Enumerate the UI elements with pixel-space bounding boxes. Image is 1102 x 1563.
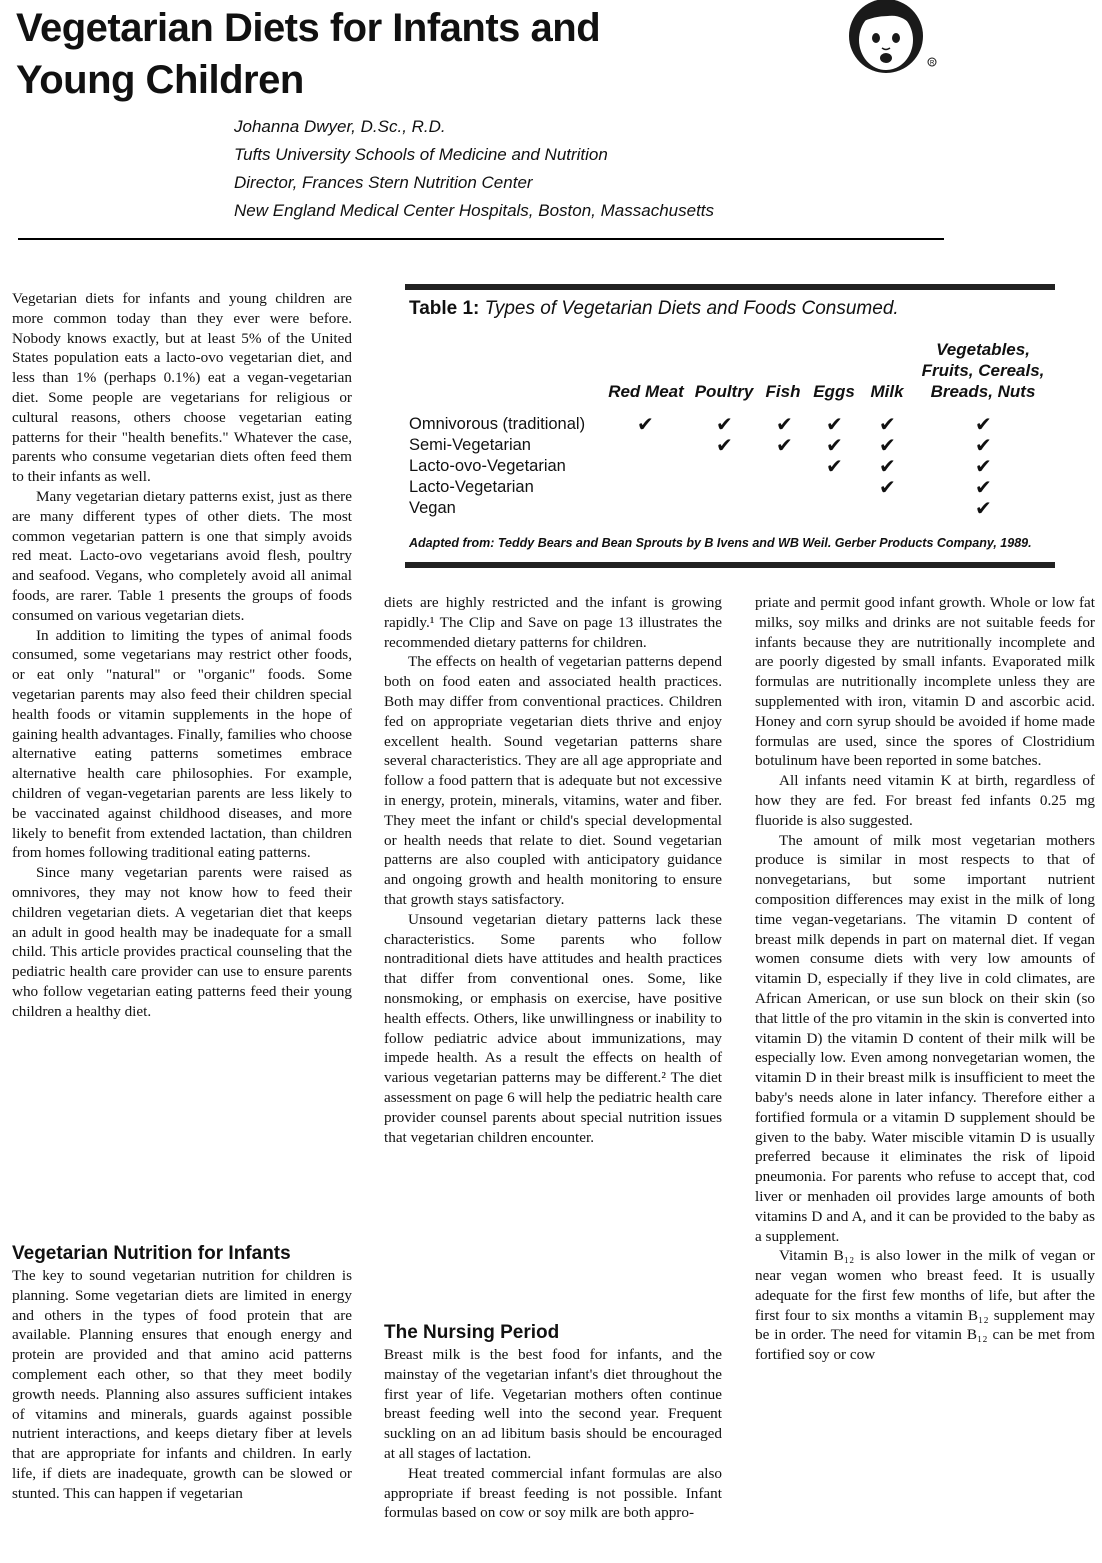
table-caption: Types of Vegetarian Diets and Foods Consumed. [484, 298, 899, 319]
section-heading: Vegetarian Nutrition for Infants [12, 1243, 291, 1264]
check-icon: ✔ [879, 412, 896, 436]
table-label: Table 1: [409, 298, 480, 319]
paragraph: The key to sound vegetarian nutrition for children is planning. Some vegetarian diets are limited in energy and others in the types of food protein that are available. Planning ensures that enough energy and protein are provided and that amino acid patterns complement each other, so that they meet bodily growth needs. Planning also assures sufficient intakes of vitamins and minerals, guards against possible nutrient interactions, and keeps dietary fiber at levels that are appropriate for infants and children. In early life, if diets are inadequate, growth can be slowed or stunted. This can happen if vegetarian [12, 1267, 352, 1502]
paragraph: Many vegetarian dietary patterns exist, just as there are many different types of other diets. The most common vegetarian pattern is one that simply avoids red meat. Lacto-ovo vegetarians avoid flesh, poultry and seafood. Vegans, who completely avoid all animal foods, are rarer. Table 1 presents the groups of foods consumed on various vegetarian diets. [12, 487, 352, 624]
column-header: Fish [765, 382, 801, 401]
check-icon: ✔ [826, 433, 843, 457]
paragraph: The effects on health of vegetarian patterns depend both on food eaten and associated health practices. Both may differ from conventional practices. Children fed on appropriate vegetarian diets thrive and enjoy excellent health. Sound vegetarian patterns share several characteristics. They are all age appropriate and follow a food pattern that is adequate but not excessive in energy, protein, minerals, vitamins, water and fiber. They meet the infant or child's special developmental or health needs that relate to diet. Sound vegetarian patterns are also coupled with anticipatory guidance and ongoing growth and health monitoring to ensure that growth stays satisfactory. [384, 653, 722, 908]
table-row-label: Omnivorous (traditional) [409, 415, 586, 433]
check-icon: ✔ [879, 433, 896, 457]
paragraph: Vitamin B₁₂ is also lower in the milk of vegan or near vegan women who breast feed. It is usually adequate for the first few months of life, but after the first four to six months a vitamin B₁₂ supplement may be in order. The need for vitamin B₁₂ can be met from fortified soy or cow [755, 1247, 1095, 1364]
paragraph: All infants need vitamin K at birth, regardless of how they are fed. For breast fed infants 0.25 mg fluoride is also suggested. [755, 772, 1095, 829]
table-row-label: Lacto-ovo-Vegetarian [409, 457, 566, 475]
column-2-section [384, 1322, 722, 1523]
paragraph: Unsound vegetarian dietary patterns lack these characteristics. Some parents who follow nontraditional diets have attitudes and health practices that differ from conventional ones. Some, like nonsmoking, or emphasis on exercise, have positive health effects. Others, like unwillingness or inability to follow pediatric advice about immunizations, may impede health. As a result the effects on health of various vegetarian patterns may be different.² The diet assessment on page 6 will help the pediatric health care provider counsel parents about special nutrition issues that vegetarian children encounter. [384, 910, 722, 1146]
column-header: Eggs [813, 382, 855, 401]
table-row-label: Lacto-Vegetarian [409, 478, 534, 496]
check-icon: ✔ [826, 454, 843, 478]
column-1 [12, 289, 352, 1021]
author-affiliation-3: New England Medical Center Hospitals, Boston, Massachusetts [234, 201, 715, 220]
check-icon: ✔ [716, 433, 733, 457]
table-title [409, 298, 899, 320]
column-1-section [12, 1243, 352, 1504]
author-block [234, 113, 834, 225]
table-top-rule [405, 284, 1055, 290]
column-header: Red Meat [608, 382, 684, 401]
paragraph: Heat treated commercial infant formulas are also appropriate if breast feeding is not possible. Infant formulas based on cow or soy milk are both appro- [384, 1464, 722, 1522]
baby-face-logo [842, 0, 940, 76]
column-3 [755, 593, 1095, 1365]
check-icon: ✔ [975, 412, 992, 436]
table-row-label: Semi-Vegetarian [409, 436, 531, 454]
check-icon: ✔ [826, 412, 843, 436]
paragraph: diets are highly restricted and the infant is growing rapidly.¹ The Clip and Save on page 13 illustrates the recommended dietary patterns for children. [384, 594, 722, 651]
column-header: Vegetables, Fruits, Cereals, Breads, Nuts [921, 340, 1045, 401]
svg-text:R: R [930, 60, 935, 67]
check-icon: ✔ [879, 454, 896, 478]
author-affiliation-2: Director, Frances Stern Nutrition Center [234, 173, 533, 192]
table-source-note: Adapted from: Teddy Bears and Bean Sprouts by B Ivens and WB Weil. Gerber Products Company, 1989. [409, 536, 1032, 550]
paragraph: In addition to limiting the types of animal foods consumed, some vegetarians may restrict other foods, or eat only "natural" or "organic" foods. Some vegetarian parents may also feed their children special health foods or vitamin supplements in the hope of gaining health advantages. Finally, families who choose alternative eating patterns sometimes embrace alternative health care philosophies. For example, children of vegan-vegetarian parents are less likely to be vaccinated against childhood diseases, and more likely to benefit from extended lactation, than children from homes following traditional eating patterns. [12, 626, 352, 862]
check-icon: ✔ [975, 454, 992, 478]
table-bottom-rule [405, 562, 1055, 568]
check-icon: ✔ [716, 412, 733, 436]
column-2 [384, 593, 722, 1147]
check-icon: ✔ [776, 433, 793, 457]
table-row-label: Vegan [409, 499, 456, 517]
section-heading: The Nursing Period [384, 1322, 560, 1343]
check-icon: ✔ [776, 412, 793, 436]
header-divider [18, 238, 944, 240]
author-name: Johanna Dwyer, D.Sc., R.D. [234, 117, 446, 136]
paragraph: The amount of milk most vegetarian mothers produce is similar in most respects to that of nonvegetarians, but some important nutrient composition differences may exist in the milk of long time vegan-vegetarians. The vitamin D content of breast milk depends in part on maternal diet. If vegan women consume diets with very low amounts of vitamin D, especially if they live in cold climates, are African American, or use sun block on their skin (so that little of the pro vitamin in the skin is converted into vitamin D) the vitamin D content of their milk will be especially low. Even among nonvegetarian women, the vitamin D in their breast milk is insufficient to meet the baby's needs alone in later infancy. Therefore either a fortified formula or a vitamin D supplement should be given to the baby. Water miscible vitamin D is usually preferred because it eliminates the risk of lipoid pneumonia. For parents who refuse to accept that, cod liver or menhaden oil provides large amounts of both vitamins D and A, and it can be provided to the baby as a supplement. [755, 831, 1095, 1245]
check-icon: ✔ [975, 433, 992, 457]
column-header: Poultry [694, 382, 754, 401]
paragraph: Breast milk is the best food for infants, and the mainstay of the vegetarian infant's diet throughout the first year of life. Vegetarian mothers often continue breast feeding well into the second year. Frequent suckling on an ad libitum basis should be encouraged at all stages of lactation. [384, 1346, 722, 1462]
table-1 [405, 284, 1055, 568]
paragraph: Vegetarian diets for infants and young children are more common today than they ever were before. Nobody knows exactly, but at least 5% of the United States population eats a lacto-ovo vegetarian diet, and less than 1% (perhaps 0.1%) eat a vegan-vegetarian diet. Some people are vegetarians for religious or cultural reasons, others choose vegetarian eating patterns for their "health benefits." Whatever the case, parents who consume vegetarian diets often feed them to their infants as well. [12, 290, 352, 486]
page-title: Vegetarian Diets for Infants and Young Children [16, 6, 601, 102]
paragraph: priate and permit good infant growth. Whole or low fat milks, soy milks and drinks are not suitable feeds for infants because they are nutritionally incomplete and are poorly digested by small infants. Evaporated milk formulas are nutritionally incomplete unless they are supplemented with iron, vitamin D and ascorbic acid. Honey and corn syrup should be avoided if home made formulas are used, since the spores of Clostridium botulinum have been reported in some batches. [755, 594, 1095, 770]
check-icon: ✔ [879, 475, 896, 499]
check-icon: ✔ [975, 496, 992, 520]
check-icon: ✔ [975, 475, 992, 499]
column-header: Milk [870, 382, 904, 401]
paragraph: Since many vegetarian parents were raised as omnivores, they may not know how to feed their children vegetarian diets. A vegetarian diet that keeps an adult in good health may be inadequate for a small child. This article provides practical counseling that the pediatric health care provider can use to ensure parents who follow vegetarian eating patterns feed their young children a healthy diet. [12, 864, 352, 1020]
check-icon: ✔ [637, 412, 654, 436]
author-affiliation-1: Tufts University Schools of Medicine and Nutrition [234, 145, 608, 164]
